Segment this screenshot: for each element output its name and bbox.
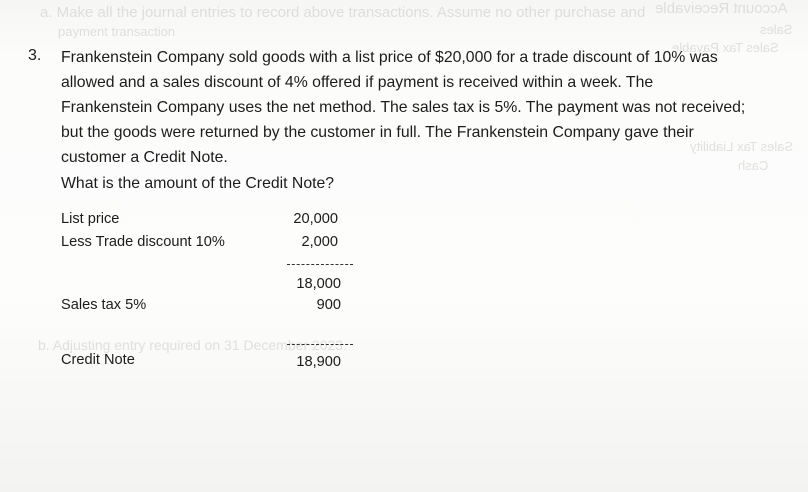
question-text [61,45,771,170]
ghost-text-top-right: Account Receivable [655,0,788,17]
calc-value-trade-discount: 2,000 [301,234,338,250]
question-line: Frankenstein Company uses the net method. The sales tax is 5%. The payment was not received; [61,99,746,116]
ghost-text-margin-1: Sales Tax Payable [672,40,779,55]
ghost-text-top-small: payment transaction [58,24,176,39]
calc-value-credit-note: 18,900 [296,354,341,370]
calc-value-net-price: 18,000 [296,276,341,292]
ghost-text-top: a. Make all the journal entries to record above transactions. Assume no other purchase and [40,4,646,21]
calc-label-credit-note: Credit Note [61,352,135,368]
calc-value-list-price: 20,000 [293,211,338,227]
calc-label-sales-tax: Sales tax 5% [61,297,147,313]
question-line: but the goods were returned by the customer in full. The Frankenstein Company gave their [61,124,694,141]
calc-value-sales-tax: 900 [316,297,341,313]
calc-label-trade-discount: Less Trade discount 10% [61,234,225,250]
calc-label-list-price: List price [61,211,120,227]
total-divider [287,344,353,345]
question-line: Frankenstein Company sold goods with a list price of $20,000 for a trade discount of 10% was [61,49,718,66]
subtotal-divider [287,264,353,265]
ghost-text-margin-3: Sales Tax Liability [690,139,794,154]
question-number: 3. [28,47,42,64]
question-line: allowed and a sales discount of 4% offered if payment is received within a week. The [61,74,654,91]
ghost-text-margin-4: Cash [738,158,769,173]
question-line: customer a Credit Note. [61,149,228,166]
question-prompt: What is the amount of the Credit Note? [61,175,335,192]
ghost-text-bottom: b. Adjusting entry required on 31 December 2023. [38,337,347,353]
ghost-text-margin-2: Sales [760,22,793,37]
